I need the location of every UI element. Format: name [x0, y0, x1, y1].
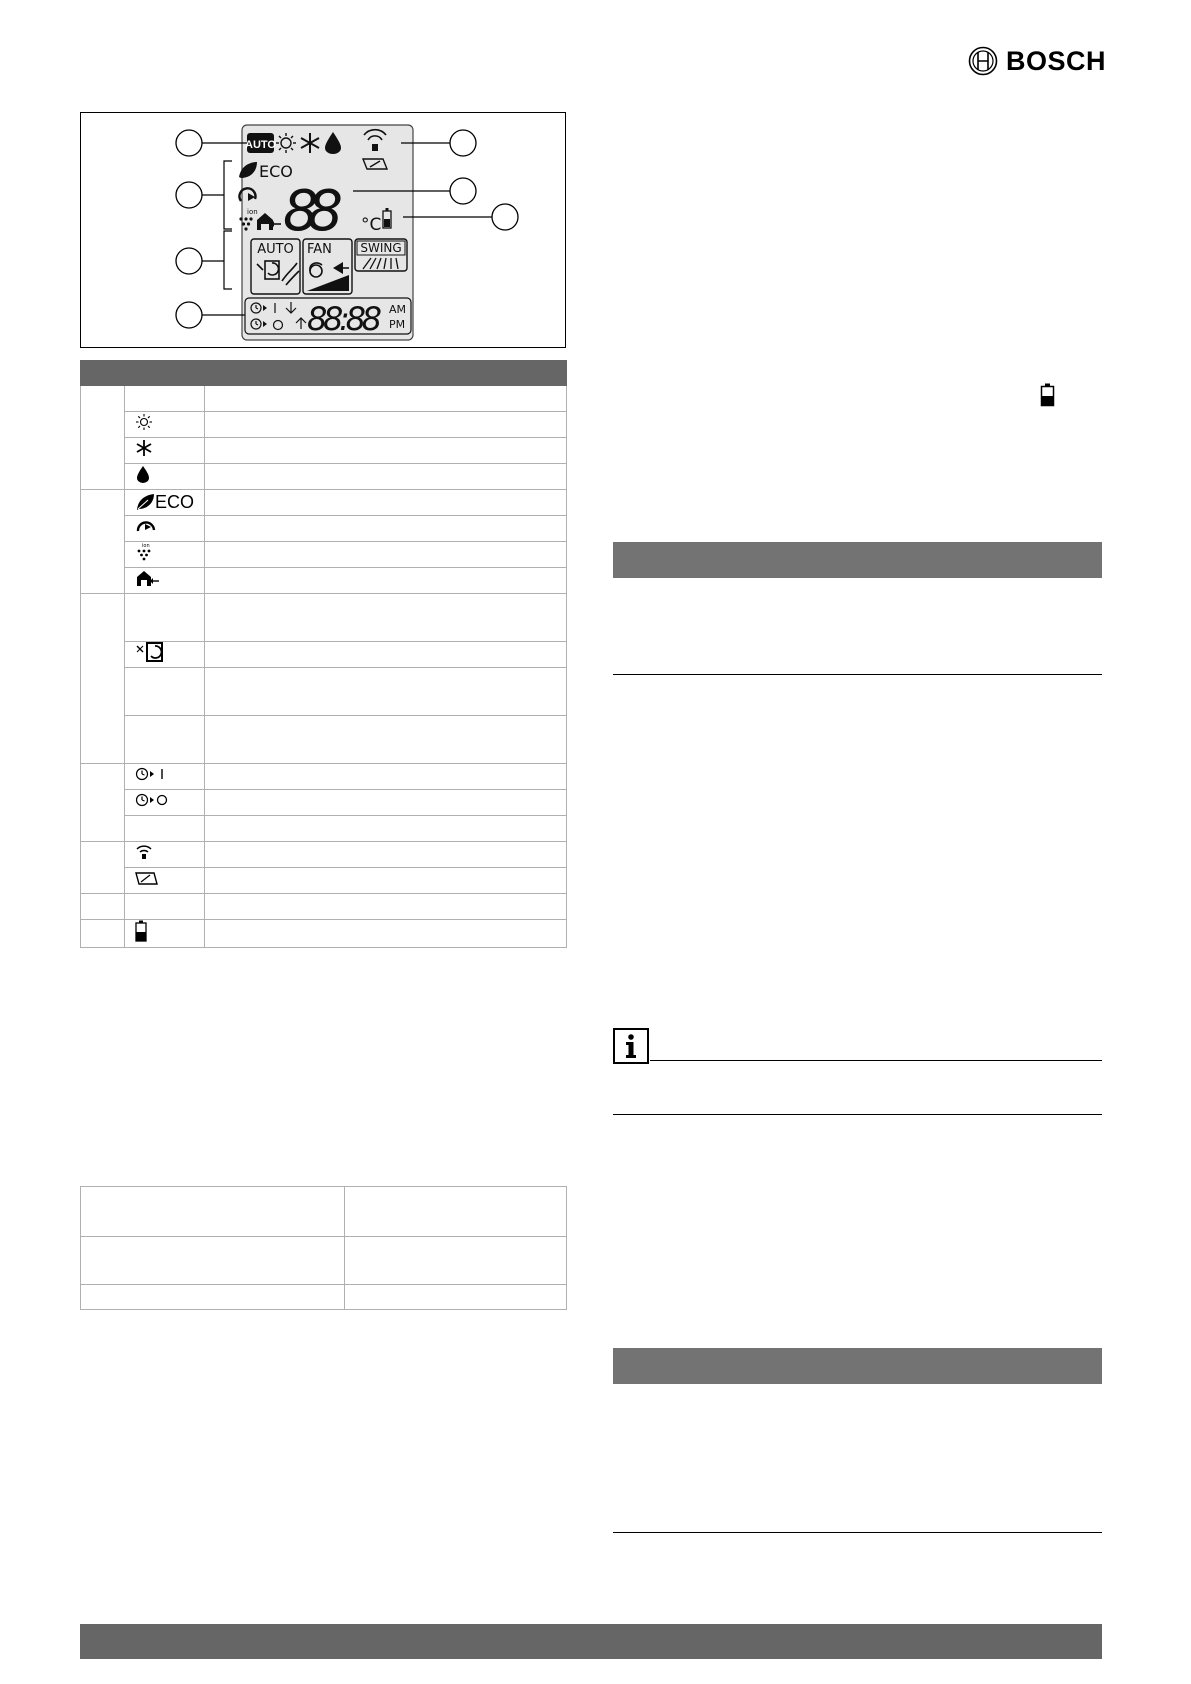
icon-cell [125, 894, 205, 920]
description-cell [205, 868, 567, 894]
table-row [81, 642, 567, 668]
snowflake-icon [135, 439, 153, 457]
description-cell [205, 412, 567, 438]
table-row [81, 542, 567, 568]
lcd-eco-label: ECO [259, 162, 293, 181]
description-cell [205, 438, 567, 464]
fan-auto-icon [135, 642, 175, 662]
note-bottom-rule [613, 1114, 1102, 1115]
lcd-pm-label: PM [389, 318, 406, 331]
signal-icon [135, 843, 153, 861]
note-top-rule [650, 1060, 1102, 1061]
description-cell [205, 386, 567, 412]
icon-cell [125, 716, 205, 764]
table-row [81, 1187, 567, 1237]
group-cell [81, 842, 125, 894]
description-cell [205, 464, 567, 490]
description-cell [205, 816, 567, 842]
description-cell [205, 490, 567, 516]
icon-cell [125, 438, 205, 464]
icon-cell [125, 642, 205, 668]
table-row [81, 894, 567, 920]
lcd-unit-label: °C [361, 215, 382, 235]
description-cell [205, 594, 567, 642]
table-row [81, 1237, 567, 1285]
table-header-row [81, 361, 567, 386]
group-cell [81, 594, 125, 764]
eco-label: ECO [155, 492, 195, 513]
table-row [81, 412, 567, 438]
section-heading-bar [613, 1348, 1102, 1384]
table-row [81, 842, 567, 868]
icon-cell [125, 464, 205, 490]
lcd-am-label: AM [389, 303, 407, 316]
lcd-fan-auto-label: AUTO [257, 242, 294, 257]
timer-off-icon [135, 792, 169, 808]
group-cell [81, 386, 125, 490]
divider [613, 1532, 1102, 1533]
ion-icon [135, 542, 153, 562]
icon-cell [125, 542, 205, 568]
table-row [81, 1285, 567, 1310]
icon-cell [125, 490, 205, 516]
table-row [81, 816, 567, 842]
header-cell [81, 361, 125, 386]
description-cell [205, 716, 567, 764]
bosch-logo [968, 44, 1106, 78]
lcd-fan-label: FAN [307, 242, 332, 257]
description-cell [205, 642, 567, 668]
svg-text:ion: ion [142, 543, 150, 549]
table-cell [81, 1187, 345, 1237]
table-row [81, 594, 567, 642]
battery-icon [1040, 383, 1056, 407]
table-row [81, 490, 567, 516]
description-cell [205, 764, 567, 790]
table-row [81, 464, 567, 490]
lcd-time-digits: 88:88 [307, 300, 382, 338]
icon-cell [125, 668, 205, 716]
table-cell [81, 1237, 345, 1285]
group-cell [81, 894, 125, 920]
timer-on-icon [135, 766, 169, 782]
description-cell [205, 516, 567, 542]
info-icon [613, 1028, 649, 1064]
footer-bar [80, 1624, 1102, 1659]
table-row [81, 386, 567, 412]
table-row [81, 438, 567, 464]
lcd-display-figure [80, 112, 566, 348]
table-row [81, 716, 567, 764]
bosch-armature-icon [968, 46, 998, 76]
icon-cell [125, 568, 205, 594]
small-table [80, 1186, 567, 1310]
description-cell [205, 542, 567, 568]
group-cell [81, 764, 125, 842]
icon-cell [125, 412, 205, 438]
icon-cell [125, 868, 205, 894]
table-cell [81, 1285, 345, 1310]
home-leave-icon [135, 569, 161, 587]
divider [613, 674, 1102, 675]
eco-leaf-icon [135, 493, 155, 511]
table-row [81, 764, 567, 790]
description-cell [205, 842, 567, 868]
lcd-auto-label: AUTO [245, 139, 276, 151]
description-cell [205, 920, 567, 948]
lcd-temp-digits: 88 [283, 179, 343, 244]
icon-cell [125, 594, 205, 642]
icon-cell [125, 516, 205, 542]
drop-icon [135, 465, 151, 483]
lcd-ion-label: ion [247, 208, 258, 216]
table-row [81, 920, 567, 948]
table-cell [345, 1285, 567, 1310]
table-row [81, 516, 567, 542]
header-cell [125, 361, 205, 386]
table-row [81, 568, 567, 594]
battery-icon [135, 920, 147, 942]
group-cell [81, 920, 125, 948]
icon-cell [125, 386, 205, 412]
description-cell [205, 894, 567, 920]
display-icon [135, 870, 159, 886]
table-row [81, 790, 567, 816]
section-heading-bar [613, 542, 1102, 578]
icon-cell [125, 842, 205, 868]
table-cell [345, 1237, 567, 1285]
group-cell [81, 490, 125, 594]
table-row [81, 668, 567, 716]
lcd-diagram [81, 113, 567, 349]
icon-cell [125, 764, 205, 790]
brand-wordmark: BOSCH [1006, 45, 1107, 76]
icon-cell [125, 790, 205, 816]
header-cell [205, 361, 567, 386]
turbo-icon [135, 518, 157, 534]
sun-icon [135, 413, 153, 431]
icon-cell [125, 816, 205, 842]
table-row [81, 868, 567, 894]
icon-cell [125, 920, 205, 948]
description-cell [205, 568, 567, 594]
symbols-table [80, 360, 567, 948]
table-cell [345, 1187, 567, 1237]
description-cell [205, 668, 567, 716]
description-cell [205, 790, 567, 816]
lcd-swing-label: SWING [360, 241, 402, 255]
